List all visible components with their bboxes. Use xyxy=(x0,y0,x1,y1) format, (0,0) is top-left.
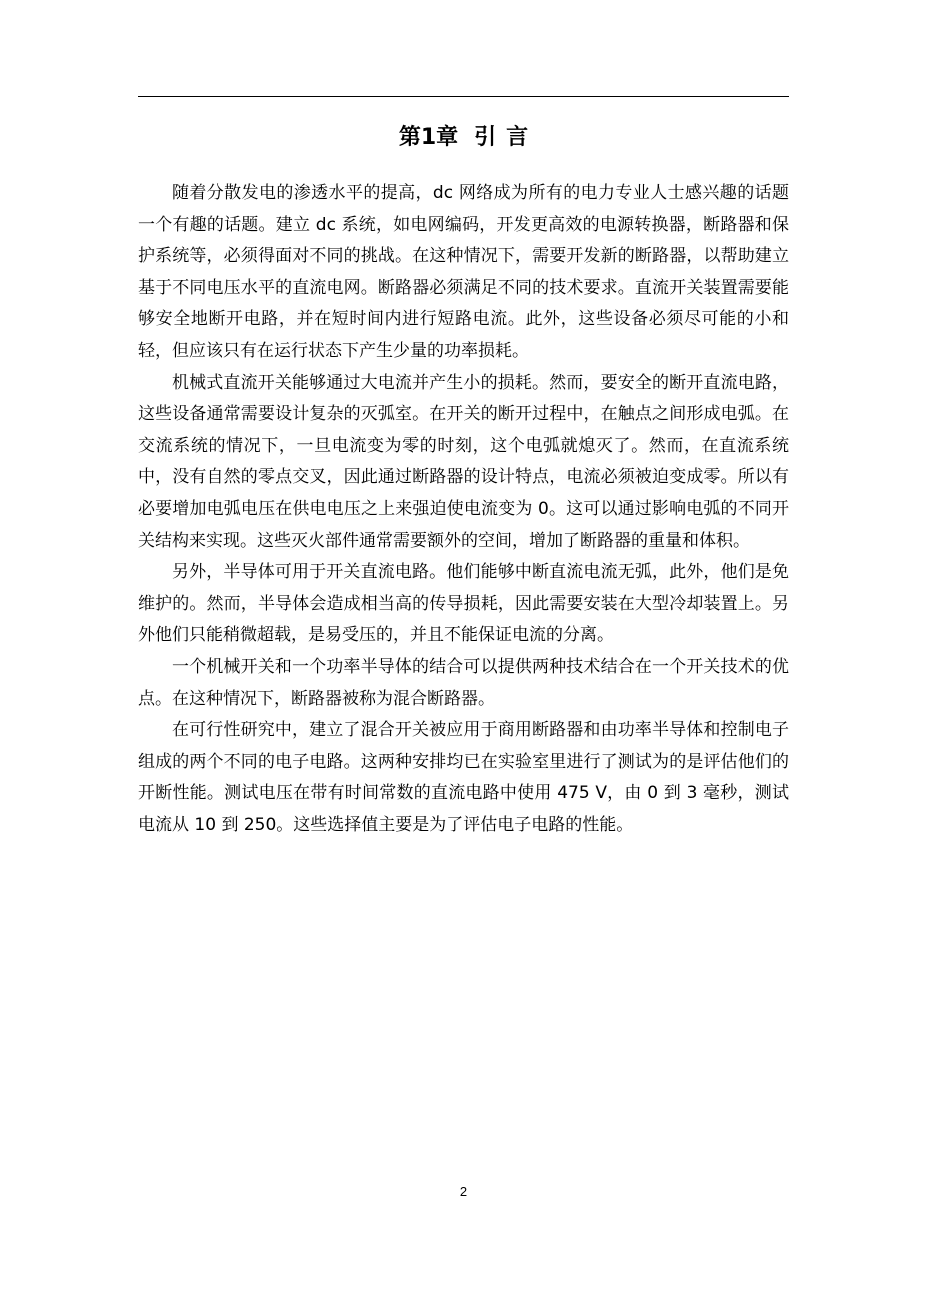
chapter-title xyxy=(138,118,789,158)
page-number: 2 xyxy=(459,1184,468,1199)
chapter-body xyxy=(138,178,789,841)
body-paragraph: 另外，半导体可用于开关直流电路。他们能够中断直流电流无弧，此外，他们是免维护的。然而，半导体会造成相当高的传导损耗，因此需要安装在大型冷却装置上。另外他们只能稍微超载，是易受压的，并且不能保证电流的分离。 xyxy=(138,562,789,646)
body-paragraph: 在可行性研究中，建立了混合开关被应用于商用断路器和由功率半导体和控制电子组成的两个不同的电子电路。这两种安排均已在实验室里进行了测试为的是评估他们的开断性能。测试电压在带有时间常数的直流电路中使用 475 V，由 0 到 3 毫秒，测试电流从 10 到 250。这些选择值主要是为了评估电子电路的性能。 xyxy=(138,720,789,835)
chapter-number-label: 第1章 xyxy=(398,125,459,150)
body-paragraph: 机械式直流开关能够通过大电流并产生小的损耗。然而，要安全的断开直流电路，这些设备通常需要设计复杂的灭弧室。在开关的断开过程中，在触点之间形成电弧。在交流系统的情况下，一旦电流变为零的时刻，这个电弧就熄灭了。然而，在直流系统中，没有自然的零点交叉，因此通过断路器的设计特点，电流必须被迫变成零。所以有必要增加电弧电压在供电电压之上来强迫使电流变为 0。这可以通过影响电弧的不同开关结构来实现。这些灭火部件通常需要额外的空间，增加了断路器的重量和体积。 xyxy=(138,372,789,551)
header-rule xyxy=(138,96,789,97)
chapter-title-char: 引 xyxy=(474,125,497,150)
chapter-title-char: 言 xyxy=(506,125,529,150)
body-paragraph: 随着分散发电的渗透水平的提高，dc 网络成为所有的电力专业人士感兴趣的话题一个有趣的话题。建立 dc 系统，如电网编码，开发更高效的电源转换器，断路器和保护系统等，必须得面对不同的挑战。在这种情况下，需要开发新的断路器，以帮助建立基于不同电压水平的直流电网。断路器必须满足不同的技术要求。直流开关装置需要能够安全地断开电路，并在短时间内进行短路电流。此外，这些设备必须尽可能的小和轻，但应该只有在运行状态下产生少量的功率损耗。 xyxy=(138,183,789,361)
body-paragraph: 一个机械开关和一个功率半导体的结合可以提供两种技术结合在一个开关技术的优点。在这种情况下，断路器被称为混合断路器。 xyxy=(138,656,789,709)
